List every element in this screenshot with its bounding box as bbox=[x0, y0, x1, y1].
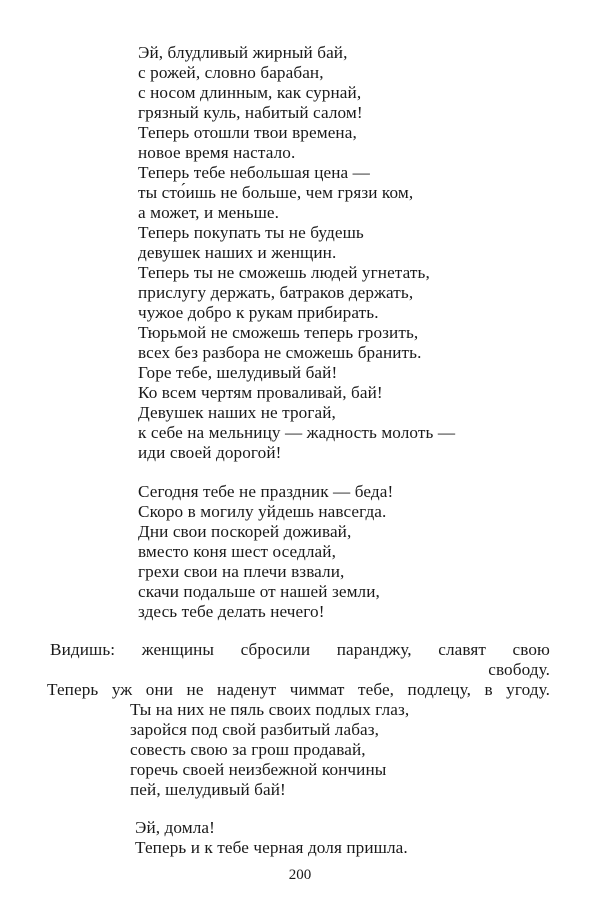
verse-line: Горе тебе, шелудивый бай! bbox=[138, 363, 338, 382]
verse-line: совесть свою за грош продавай, bbox=[130, 740, 366, 759]
verse-line: Сегодня тебе не праздник — беда! bbox=[138, 482, 394, 501]
verse-line: Теперь ты не сможешь людей угнетать, bbox=[138, 263, 430, 282]
verse-line: новое время настало. bbox=[138, 143, 296, 162]
verse-line: с носом длинным, как сурнай, bbox=[138, 83, 362, 102]
verse-line: Девушек наших не трогай, bbox=[138, 403, 336, 422]
verse-line: Теперь отошли твои времена, bbox=[138, 123, 357, 142]
verse-line-long: Теперь уж они не наденут чиммат тебе, подлецу, в угоду. bbox=[47, 680, 550, 699]
verse-line: пей, шелудивый бай! bbox=[130, 780, 286, 799]
verse-line: Дни свои поскорей доживай, bbox=[138, 522, 352, 541]
verse-line: Теперь тебе небольшая цена — bbox=[138, 163, 370, 182]
verse-line: Ко всем чертям проваливай, бай! bbox=[138, 383, 383, 402]
verse-line: Эй, блудливый жирный бай, bbox=[138, 43, 348, 62]
verse-line: чужое добро к рукам прибирать. bbox=[138, 303, 379, 322]
verse-line: девушек наших и женщин. bbox=[138, 243, 337, 262]
verse-line: грязный куль, набитый салом! bbox=[138, 103, 363, 122]
verse-line: грехи свои на плечи взвали, bbox=[138, 562, 345, 581]
verse-line: Ты на них не пяль своих подлых глаз, bbox=[130, 700, 410, 719]
page-number: 200 bbox=[288, 867, 312, 883]
verse-line-continuation: свободу. bbox=[488, 660, 550, 679]
verse-line: Теперь покупать ты не будешь bbox=[138, 223, 364, 242]
verse-line: к себе на мельницу — жадность молоть — bbox=[138, 423, 456, 442]
verse-line: Теперь и к тебе черная доля пришла. bbox=[135, 838, 408, 857]
verse-line-long: Видишь: женщины сбросили паранджу, славят свою bbox=[50, 640, 550, 659]
verse-line: здесь тебе делать нечего! bbox=[138, 602, 325, 621]
verse-line: прислугу держать, батраков держать, bbox=[138, 283, 414, 302]
verse-line: Скоро в могилу уйдешь навсегда. bbox=[138, 502, 387, 521]
verse-line: а может, и меньше. bbox=[138, 203, 280, 222]
verse-line: заройся под свой разбитый лабаз, bbox=[130, 720, 380, 739]
verse-line: горечь своей неизбежной кончины bbox=[130, 760, 387, 779]
verse-line: всех без разбора не сможешь бранить. bbox=[138, 343, 422, 362]
verse-line: ты сто́ишь не больше, чем грязи ком, bbox=[138, 183, 414, 202]
verse-line: скачи подальше от нашей земли, bbox=[138, 582, 380, 601]
verse-line: Тюрьмой не сможешь теперь грозить, bbox=[138, 323, 419, 342]
verse-line: с рожей, словно барабан, bbox=[138, 63, 324, 82]
verse-line: иди своей дорогой! bbox=[138, 443, 282, 462]
verse-line: вместо коня шест оседлай, bbox=[138, 542, 336, 561]
verse-line: Эй, домла! bbox=[135, 818, 215, 837]
